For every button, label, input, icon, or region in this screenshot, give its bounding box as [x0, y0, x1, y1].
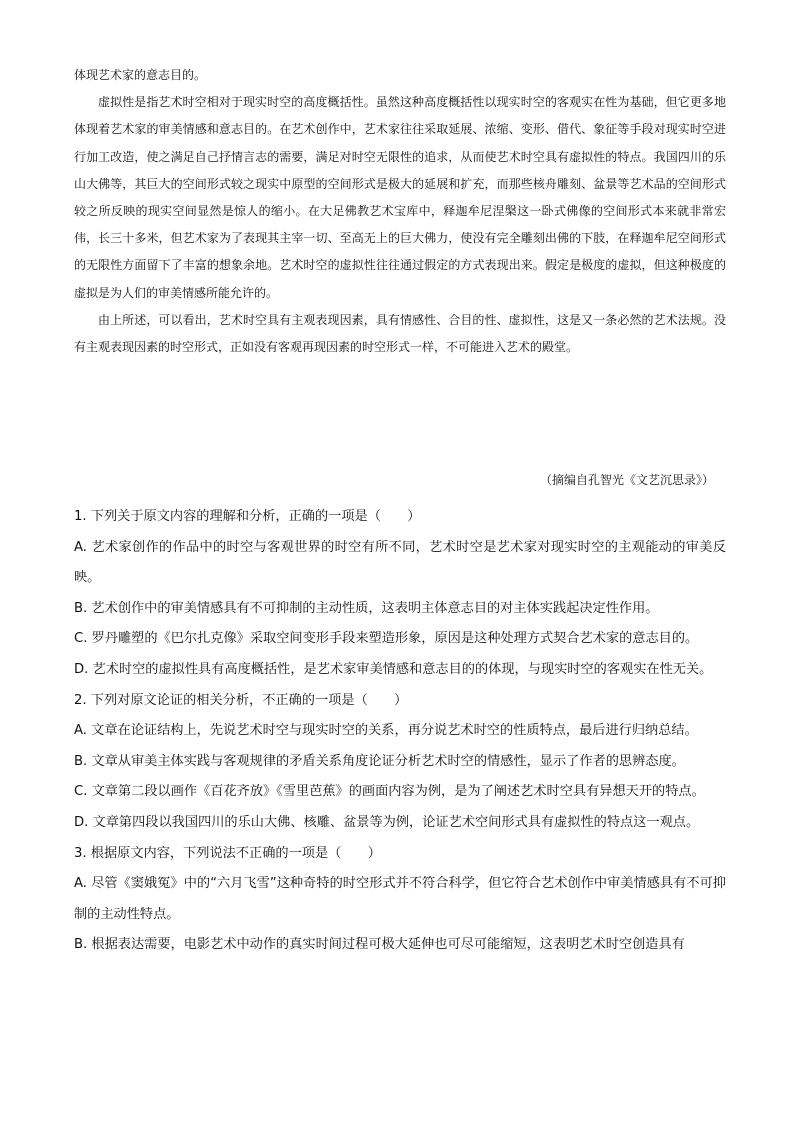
question-list — [74, 502, 726, 961]
question-option: B. 文章从审美主体实践与客观规律的矛盾关系角度论证分析艺术时空的情感性，显示了作者的思辨态度。 — [74, 753, 685, 769]
question-item — [74, 502, 726, 686]
question-option: A. 文章在论证结构上，先说艺术时空与现实时空的关系，再分说艺术时空的性质特点，最后进行归纳总结。 — [74, 723, 698, 739]
question-item — [74, 839, 726, 961]
question-option: A. 艺术家创作的作品中的时空与客观世界的时空有所不同，艺术时空是艺术家对现实时空的主观能动的审美反映。 — [74, 539, 726, 586]
question-option: C. 罗丹雕塑的《巴尔扎克像》采取空间变形手段来塑造形象，原因是这种处理方式契合艺术家的意志目的。 — [74, 631, 699, 647]
passage-paragraph: 体现艺术家的意志目的。 — [74, 68, 207, 82]
question-option: B. 艺术创作中的审美情感具有不可抑制的主动性质，这表明主体意志目的对主体实践起决定性作用。 — [74, 600, 659, 616]
passage-paragraph: 由上所述，可以看出，艺术时空具有主观表现因素，具有情感性、合目的性、虚拟性，这是又一条必然的艺术法规。没有主观表现因素的时空形式，正如没有客观再现因素的时空形式一样，不可能进入艺术的殿堂。 — [74, 312, 726, 355]
passage-body — [74, 62, 726, 361]
question-option: D. 艺术时空的虚拟性具有高度概括性，是艺术家审美情感和意志目的的体现，与现实时空的客观实在性无关。 — [74, 661, 713, 677]
question-item — [74, 686, 726, 839]
question-stem: 2. 下列对原文论证的相关分析，不正确的一项是（ ） — [74, 692, 408, 708]
passage-paragraph: 虚拟性是指艺术时空相对于现实时空的高度概括性。虽然这种高度概括性以现实时空的客观实在性为基础，但它更多地体现着艺术家的审美情感和意志目的。在艺术创作中，艺术家往往采取延展、浓缩、变形、借代、象征等手段对现实时空进行加工改造，使之满足自己抒情言志的需要，满足对时空无限性的追求，从而使艺术时空具有虚拟性的特点。我国四川的乐山大佛等，其巨大的空间形式较之现实中原型的空间形式是极大的延展和扩充，而那些核舟雕刻、盆景等艺术品的空间形式较之所反映的现实空间显然是惊人的缩小。在大足佛教艺术宝库中，释迦牟尼涅槃这一卧式佛像的空间形式本来就非常宏伟，长三十多米，但艺术家为了表现其主宰一切、至高无上的巨大佛力，使没有完全雕刻出佛的下肢，在释迦牟尼空间形式的无限性方面留下了丰富的想象余地。艺术时空的虚拟性往往通过假定的方式表现出来。假定是极度的虚拟，但这种极度的虚拟是为人们的审美情感所能允许的。 — [74, 95, 726, 300]
question-option: C. 文章第二段以画作《百花齐放》《雪里芭蕉》的画面内容为例，是为了阐述艺术时空具有异想天开的特点。 — [74, 784, 705, 800]
passage-source: （摘编自孔智光《文艺沉思录》） — [539, 473, 714, 487]
question-option: D. 文章第四段以我国四川的乐山大佛、核雕、盆景等为例，论证艺术空间形式具有虚拟性的特点这一观点。 — [74, 814, 700, 830]
question-stem: 3. 根据原文内容，下列说法不正确的一项是（ ） — [74, 845, 381, 861]
question-option: B. 根据表达需要，电影艺术中动作的真实时间过程可极大延伸也可尽可能缩短，这表明艺术时空创造具有 — [74, 937, 685, 953]
question-stem: 1. 下列关于原文内容的理解和分析，正确的一项是（ ） — [74, 509, 421, 524]
question-option: A. 尽管《窦娥冤》中的“六月飞雪”这种奇特的时空形式并不符合科学，但它符合艺术创作中审美情感具有不可抑制的主动性特点。 — [74, 876, 726, 922]
